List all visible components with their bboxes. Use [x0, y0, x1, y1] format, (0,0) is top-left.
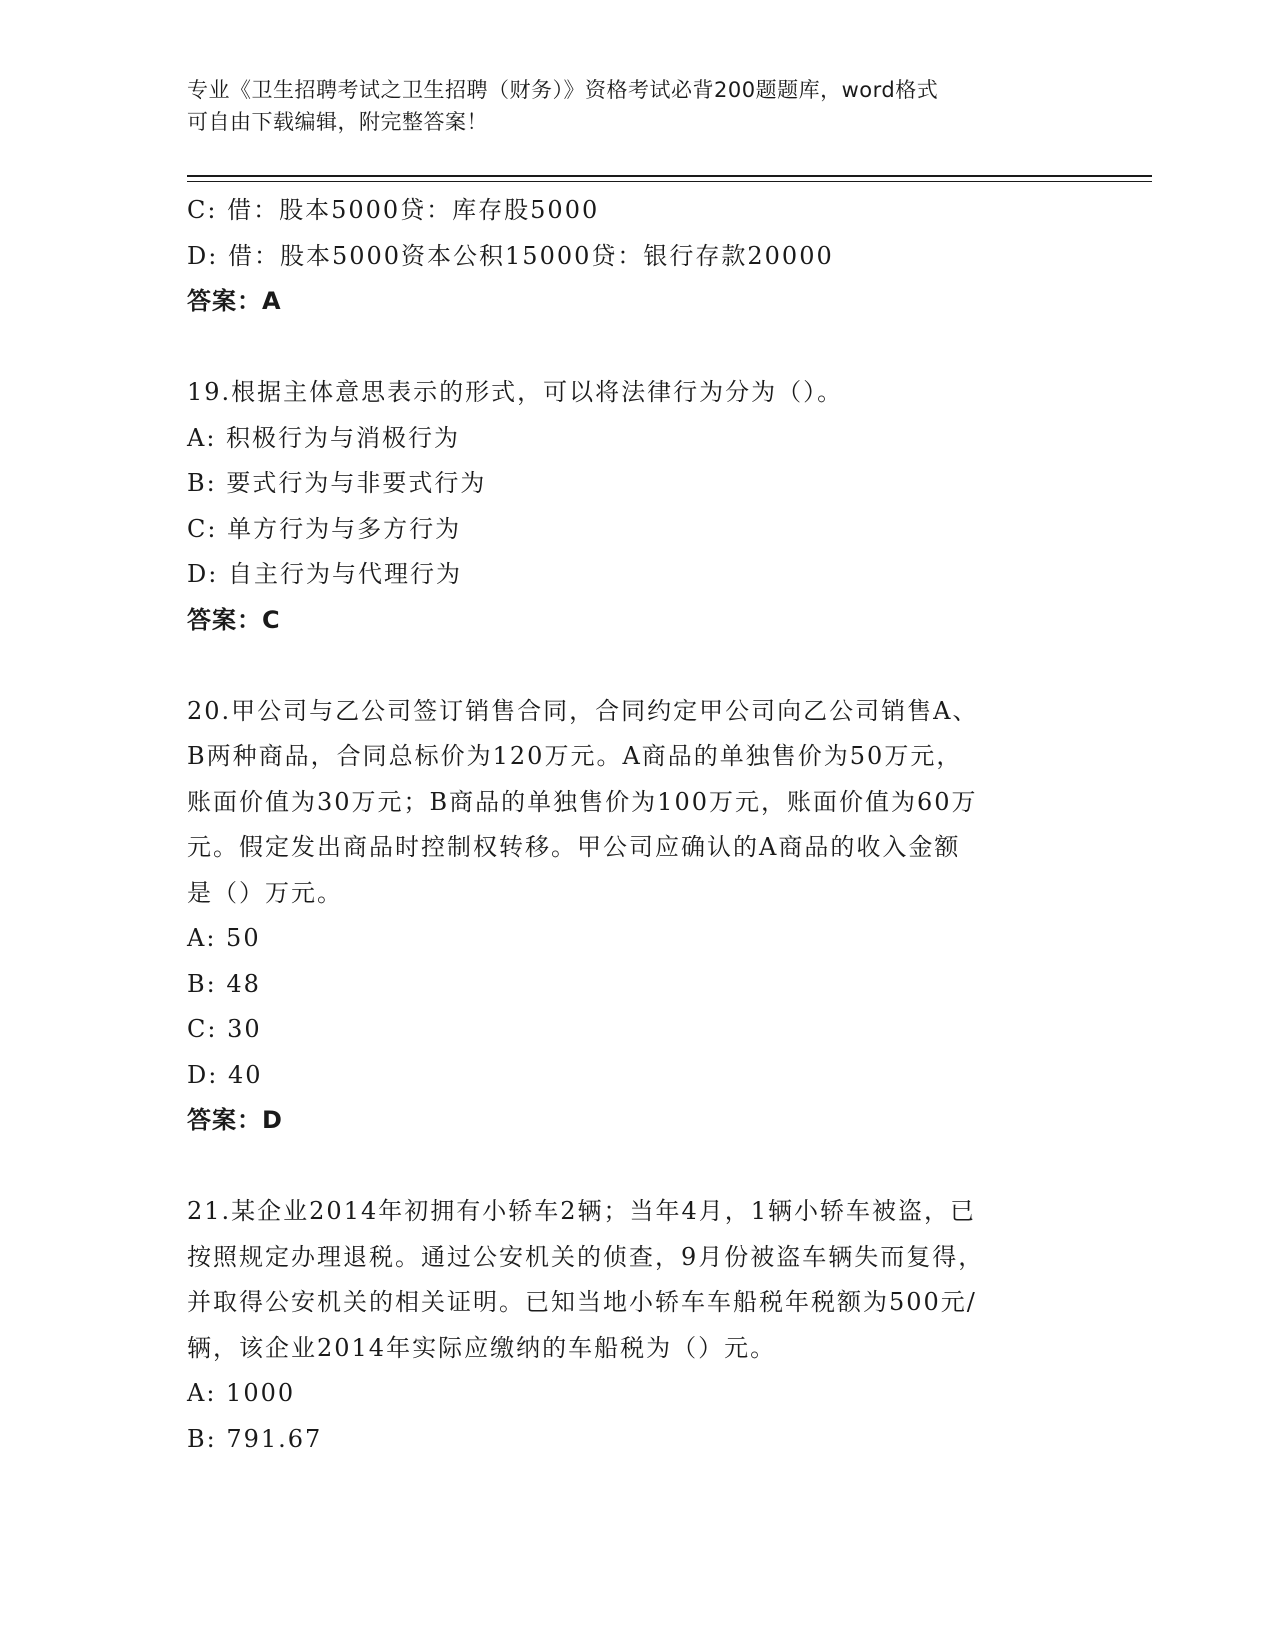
question-19-option-d: D: 自主行为与代理行为 — [187, 560, 462, 588]
question-19-option-a: A: 积极行为与消极行为 — [187, 423, 461, 452]
question-20-option-d: D: 40 — [187, 1060, 263, 1089]
question-20-stem-line: 20.甲公司与乙公司签订销售合同，合同约定甲公司向乙公司销售A、 — [187, 696, 979, 725]
question-20-stem-line: 账面价值为30万元；B商品的单独售价为100万元，账面价值为60万 — [187, 787, 978, 816]
question-21-stem-line: 辆，该企业2014年实际应缴纳的车船税为（）元。 — [187, 1333, 777, 1362]
question-20-option-b: B: 48 — [187, 969, 261, 998]
question-21-option-a: A: 1000 — [187, 1379, 296, 1407]
question-20-stem-line: 元。假定发出商品时控制权转移。甲公司应确认的A商品的收入金额 — [187, 833, 961, 861]
question-20-stem-line: 是（）万元。 — [187, 878, 343, 907]
spacer — [187, 643, 1087, 689]
question-21-stem-line: 按照规定办理退税。通过公安机关的侦查，9月份被盗车辆失而复得， — [187, 1242, 985, 1271]
answer-line: 答案：A — [187, 287, 282, 315]
header-title-line-1: 专业《卫生招聘考试之卫生招聘（财务）》资格考试必背200题题库，word格式 — [187, 78, 939, 102]
question-19-stem: 19.根据主体意思表示的形式，可以将法律行为分为（）。 — [187, 378, 844, 406]
header-title-line-2: 可自由下载编辑，附完整答案！ — [187, 110, 488, 134]
question-20-option-c: C: 30 — [187, 1015, 262, 1043]
page-header — [187, 74, 1067, 138]
option-d: D: 借：股本5000资本公积15000贷：银行存款20000 — [187, 241, 834, 270]
question-21-stem-line: 21.某企业2014年初拥有小轿车2辆；当年4月，1辆小轿车被盗，已 — [187, 1197, 977, 1225]
question-21-stem-line: 并取得公安机关的相关证明。已知当地小轿车车船税年税额为500元/ — [187, 1288, 977, 1316]
spacer — [187, 325, 1087, 371]
question-20-stem-line: B两种商品，合同总标价为120万元。A商品的单独售价为50万元， — [187, 742, 963, 770]
question-19-option-b: B: 要式行为与非要式行为 — [187, 469, 487, 497]
question-content — [187, 188, 1087, 1462]
question-20-option-a: A: 50 — [187, 924, 261, 952]
option-c: C: 借：股本5000贷：库存股5000 — [187, 196, 600, 224]
question-20-answer: 答案：D — [187, 1106, 283, 1134]
header-rule-thick — [187, 175, 1152, 177]
spacer — [187, 1144, 1087, 1190]
question-19-option-c: C: 单方行为与多方行为 — [187, 514, 462, 543]
question-19-answer: 答案：C — [187, 605, 281, 634]
header-rule-thin — [187, 181, 1152, 182]
question-21-option-b: B: 791.67 — [187, 1424, 323, 1453]
